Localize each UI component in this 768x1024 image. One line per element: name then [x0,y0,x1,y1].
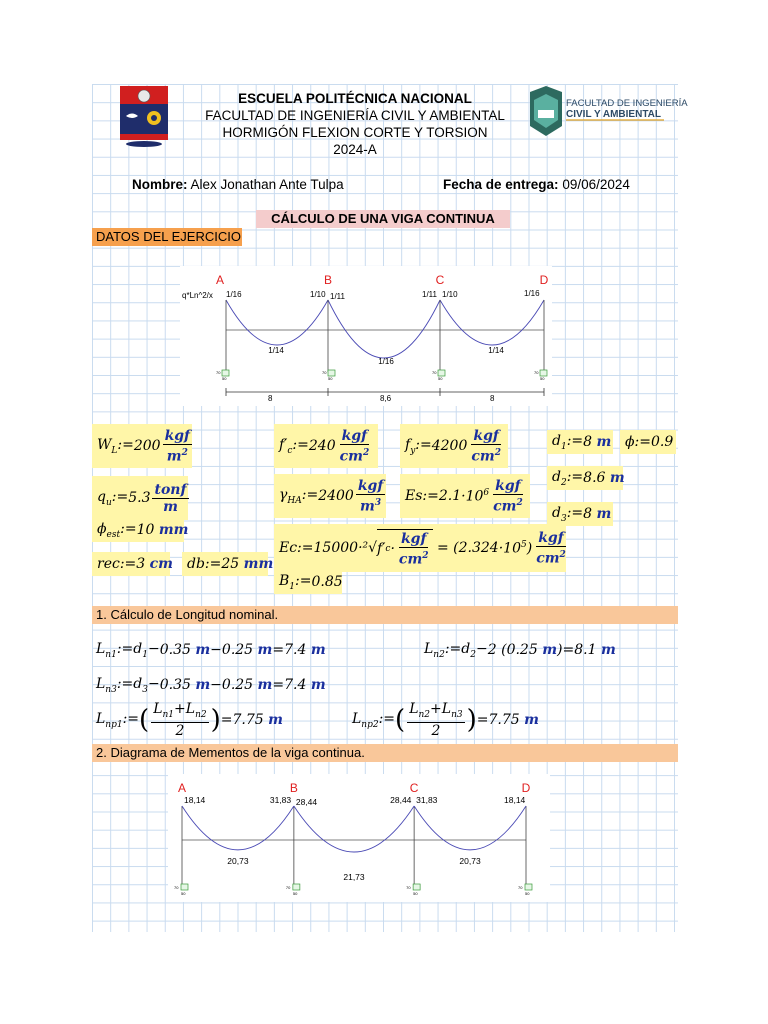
lnp1-formula: $L_{np1}:=$ ( $\frac{L_{n1}+L_{n2}}{2}$ ) = 7.75 m [96,700,283,740]
neg-label: 1/10 [442,290,458,299]
support-moment-label: 18,14 [184,795,206,805]
right-logo-line2: CIVIL Y AMBIENTAL [566,109,662,120]
fc-cell: $f'_c:=$ 240 $\frac{\text{kgf}}{cm^2}$ [274,424,378,468]
qu-value: 5.3 [128,490,151,506]
ln3-result: 7.4 [284,677,307,693]
col-top: 70 [322,370,327,375]
es-cell: Es:= 2.1 $\cdot 10^6$ $\frac{\text{kgf}}{cm^2}$ [400,474,530,518]
db-cell: db:= 25 mm [182,552,268,576]
support-moment-label: 28,44 [390,795,412,805]
gha-value: 2400 [318,488,354,504]
col-top: 70 [216,370,221,375]
phi-cell: ϕ:= 0.9 [620,430,676,454]
column-top-dim: 70 [518,885,523,890]
pos-label: 1/16 [378,357,394,366]
lnp2-formula: $L_{np2}:=$ ( $\frac{L_{n2}+L_{n3}}{2}$ ) = 7.75 m [352,700,539,740]
d3-cell: $d_3:=$ 8 m [547,502,613,526]
span-length: 8 [268,394,273,403]
ec-unit-den: cm [536,550,560,567]
column-bot-dim: 50 [413,891,418,896]
col-bot: 50 [328,376,333,381]
gha-unit-den: m [360,498,375,515]
epn-logo [120,86,168,148]
phi-value: 0.9 [651,434,674,450]
lnp2-result: 7.75 [488,712,520,728]
db-unit: mm [243,556,274,572]
ln3-formula: $L_{n3}:=d_3-$ 0.35 m − 0.25 m = 7.4 m [96,675,326,695]
d3-value: 8 [583,506,593,522]
col-bot: 50 [222,376,227,381]
wl-unit-num: kgf [164,427,191,444]
header-line-1: ESCUELA POLITÉCNICA NACIONAL [238,91,472,106]
rec-unit: cm [149,556,173,572]
span-moment-label: 21,73 [343,872,365,882]
es-exp: 6 [483,487,490,498]
coefficient-diagram [180,266,552,406]
fy-unit-num: kgf [473,427,499,444]
section-1-title: 1. Cálculo de Longitud nominal. [92,606,678,624]
section-2-title: 2. Diagrama de Mementos de la viga continua. [92,744,678,762]
qu-unit-den: m [163,498,178,515]
moment-support-b: B [289,781,298,795]
support-d: D [539,273,549,287]
right-logo-line1: FACULTAD DE INGENIERÍA [566,98,688,109]
pos-label: 1/14 [488,346,504,355]
column-bot-dim: 50 [525,891,530,896]
fc-unit-den: cm [339,448,363,465]
neg-label: 1/10 [310,290,326,299]
col-top: 70 [534,370,539,375]
neg-label: 1/11 [422,290,437,299]
es-unit-num: kgf [495,477,521,494]
d2-value: 8.6 [583,470,606,486]
span-moment-label: 20,73 [227,856,249,866]
qu-unit-num: tonf [154,481,187,498]
span-length: 8 [490,394,495,403]
ec-coef: 15000 [313,540,359,556]
student-name [132,177,344,192]
pos-label: 1/14 [268,346,284,355]
ln2-k: 2 [487,642,497,658]
column-marker [293,884,300,890]
span-moment-label: 20,73 [459,856,481,866]
d1-value: 8 [583,434,593,450]
moment-support-a: A [177,781,187,795]
col-bot: 50 [540,376,545,381]
span-length: 8,6 [380,394,392,403]
column-marker [525,884,532,890]
name-value: Alex Jonathan Ante Tulpa [190,177,344,192]
neg-label: 1/16 [226,290,242,299]
ec-exp: 5 [520,539,527,550]
b1-value: 0.85 [311,574,343,590]
fica-logo [528,86,688,136]
page-title: CÁLCULO DE UNA VIGA CONTINUA [256,210,510,228]
moment-support-d: D [521,781,531,795]
d2-unit: m [609,470,625,486]
es-unit-den: cm [493,498,517,515]
rec-cell: rec:= 3 cm [92,552,170,576]
phiest-unit: mm [158,522,189,538]
support-a: A [215,273,225,287]
support-b: B [323,273,333,287]
lnp2-den: 2 [431,723,441,740]
neg-label: 1/16 [524,289,540,298]
fc-value: 240 [308,438,336,454]
gha-unit-num: kgf [357,477,384,494]
date-value: 09/06/2024 [562,177,630,192]
d2-cell: $d_2:=$ 8.6 m [547,466,623,490]
column-marker [181,884,188,890]
datos-label: DATOS DEL EJERCICIO [92,228,242,246]
ln1-formula: $L_{n1}:=d_1-$ 0.35 m − 0.25 m = 7.4 m [96,640,326,660]
moment-diagram [168,774,550,902]
ln1-b: 0.25 [221,642,254,658]
lnp1-den: 2 [175,723,185,740]
column-top-dim: 70 [174,885,179,890]
qu-cell: $q_u:=$ 5.3 $\frac{\text{tonf}}{m}$ [92,476,188,520]
ec-result: 2.324 [458,540,499,556]
support-c: C [435,273,445,287]
d1-unit: m [596,434,612,450]
ln2-a: 0.25 [506,642,538,658]
ln2-formula: $L_{n2}:=d_2-$ 2 ( 0.25 m )= 8.1 m [424,640,616,660]
fy-cell: $f_y:=$ 4200 $\frac{\text{kgf}}{cm^2}$ [400,424,508,468]
delivery-date [443,177,630,192]
ec-root-unit-den: cm [398,551,423,568]
support-moment-label: 18,14 [504,795,526,805]
phiest-value: 10 [136,522,155,538]
column-top-dim: 70 [406,885,411,890]
column-top-dim: 70 [285,885,291,890]
ln1-result: 7.4 [284,642,307,658]
ln3-b: 0.25 [221,677,254,693]
ln1-a: 0.35 [159,642,191,658]
column-bot-dim: 50 [292,891,298,896]
ln2-result: 8.1 [574,642,597,658]
wl-cell: $W_L:=$ 200 $\frac{\text{kgf}}{m^2}$ [92,424,192,468]
es-value: 2.1 [438,488,462,504]
ec-cell: Ec:= 15000 ·²√ f′ c · $\frac{\text{kgf}}{cm^2}$ = ( 2.324 $\cdot 10^5$) $\frac{\text{kgf}}{cm^2}$ [274,524,566,572]
d3-unit: m [596,506,612,522]
gha-cell: $\gamma_{HA}:=$ 2400 $\frac{\text{kgf}}{m^3}$ [274,474,386,518]
moment-support-c: C [409,781,419,795]
ln3-a: 0.35 [159,677,191,693]
support-moment-label: 31,83 [416,795,438,805]
fy-value: 4200 [431,438,468,454]
header-line-3: HORMIGÓN FLEXION CORTE Y TORSION [222,125,488,140]
fc-unit-num: kgf [341,427,368,444]
header-line-2: FACULTAD DE INGENIERÍA CIVIL Y AMBIENTAL [205,108,505,123]
db-value: 25 [221,556,240,572]
fy-unit-den: cm [471,448,495,465]
d1-cell: $d_1:=$ 8 m [547,430,613,454]
header-line-4: 2024-A [333,142,377,157]
lnp1-result: 7.75 [232,712,264,728]
column-bot-dim: 50 [181,891,186,896]
wl-value: 200 [133,438,161,454]
col-top: 70 [432,370,437,375]
ec-unit-num: kgf [538,529,564,546]
phiest-cell: $\phi_{est}:=$ 10 mm [92,518,184,542]
b1-cell: $B_1:=$ 0.85 [274,570,342,594]
ec-root-unit-num: kgf [400,530,427,547]
col-bot: 50 [438,376,443,381]
date-label: Fecha de entrega: [443,177,559,192]
support-moment-label: 28,44 [295,797,318,807]
column-marker [413,884,420,890]
name-label: Nombre: [132,177,188,192]
q-label: q*Ln^2/x [182,291,213,300]
wl-unit-den: m [166,448,182,465]
neg-label: 1/11 [330,292,345,301]
support-moment-label: 31,83 [269,795,292,805]
rec-value: 3 [136,556,146,572]
